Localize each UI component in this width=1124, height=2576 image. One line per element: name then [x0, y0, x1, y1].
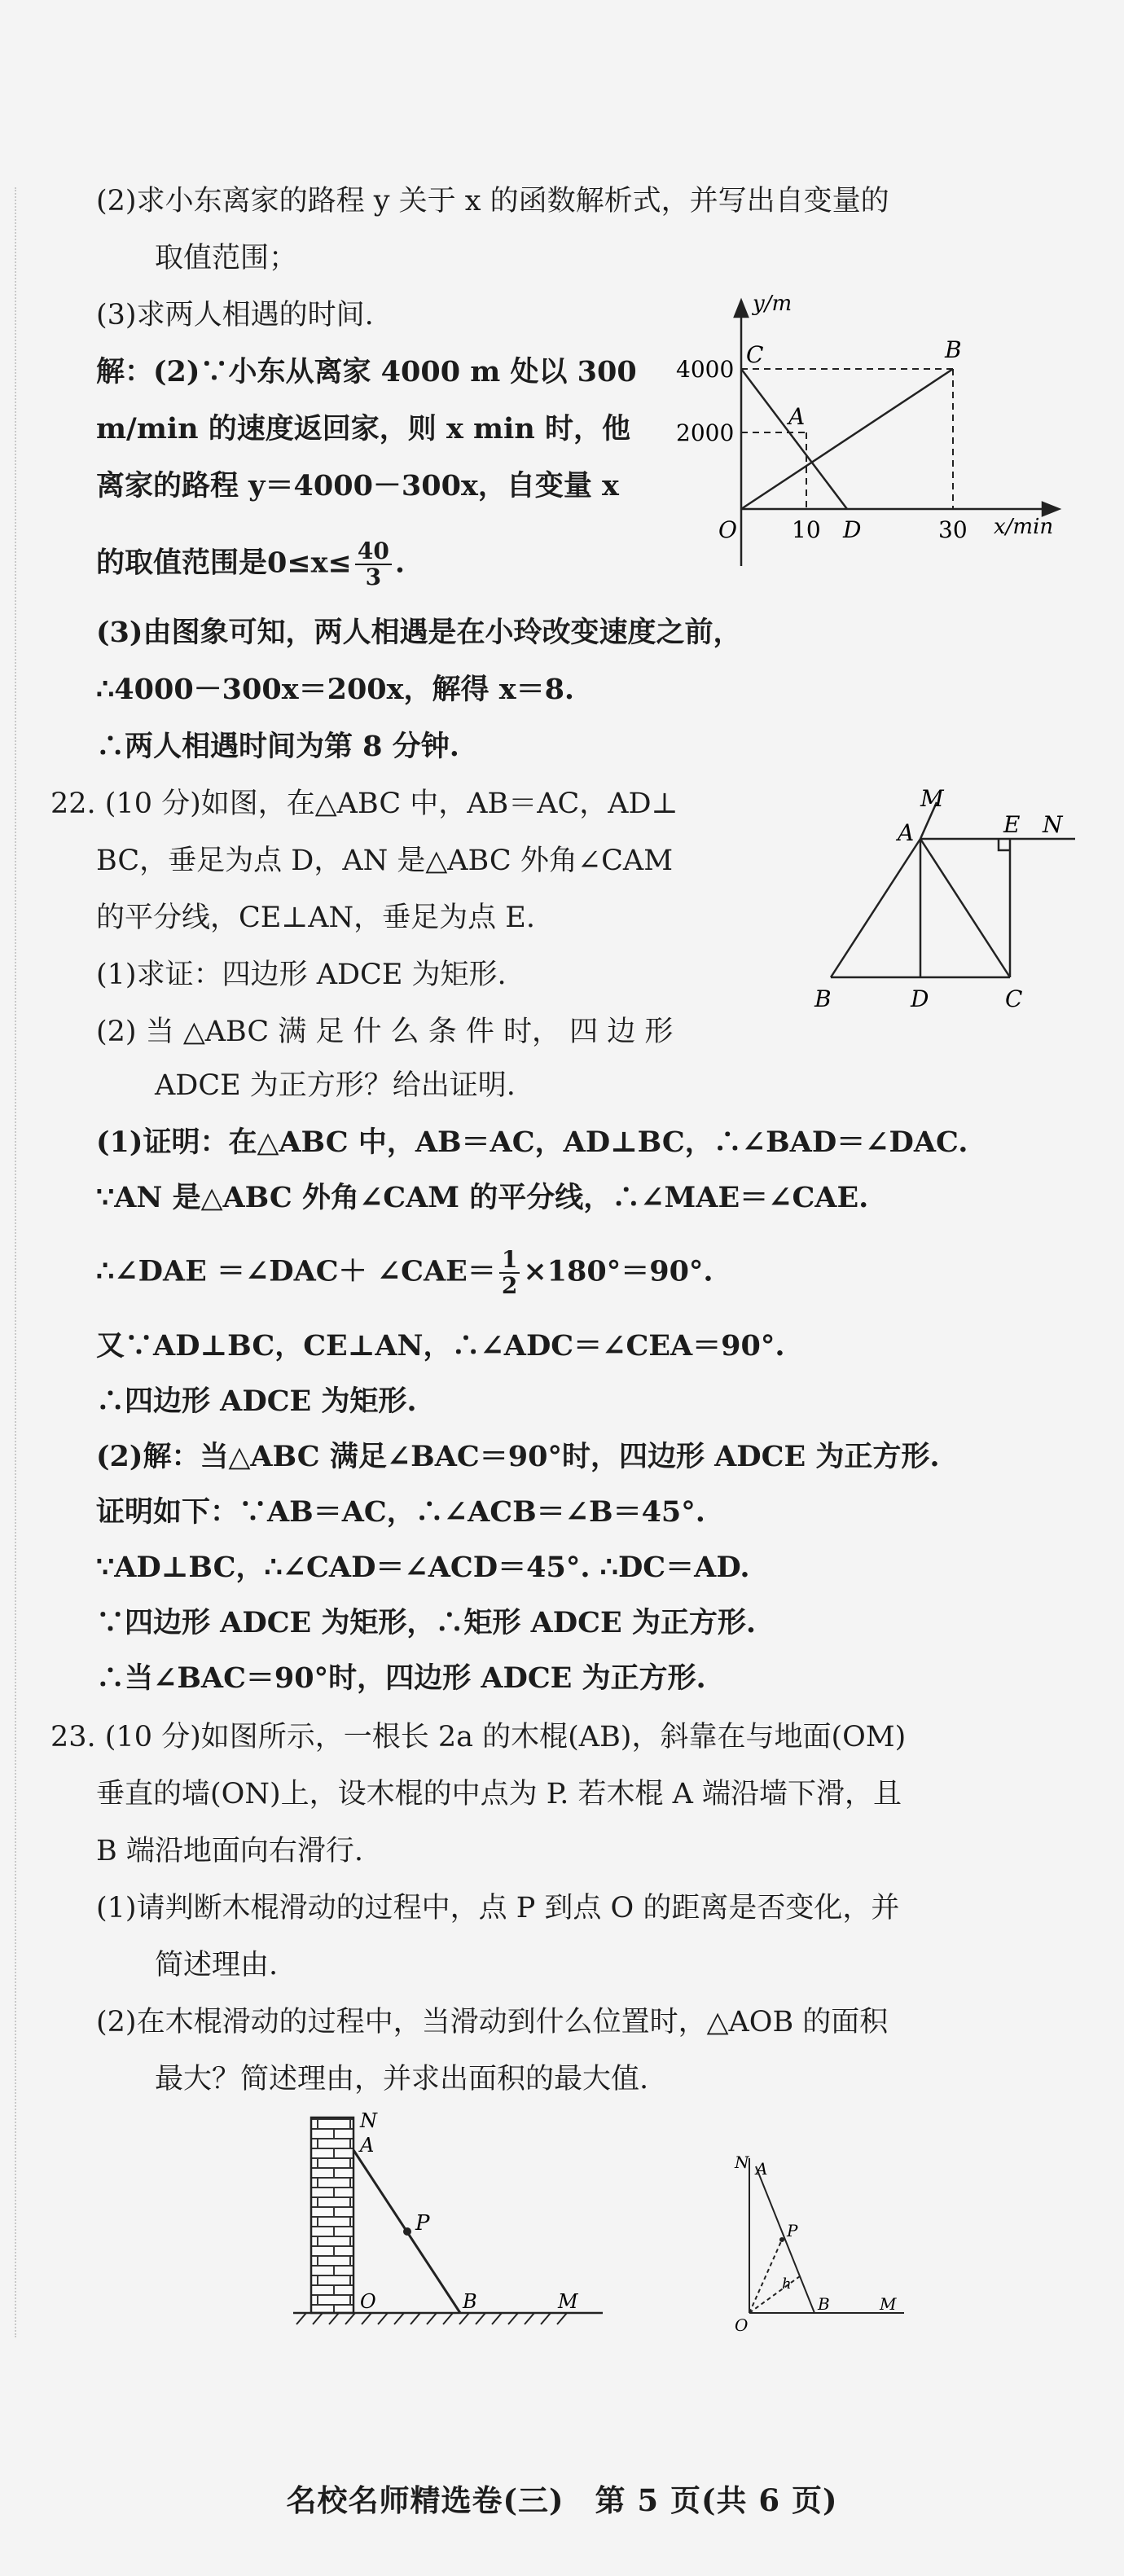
q23-line6: (2)在木棍滑动的过程中，当滑动到什么位置时，△AOB 的面积 [96, 2006, 889, 2038]
point-A-label: A [788, 403, 806, 430]
y-tick-4000: 4000 [676, 356, 735, 383]
q23-line3: B 端沿地面向右滑行. [96, 1835, 363, 1867]
svg-text:A: A [756, 2159, 768, 2179]
a22-line9: ∵四边形 ADCE 为矩形，∴矩形 ADCE 为正方形. [96, 1606, 757, 1639]
q23-line5: 简述理由. [155, 1949, 279, 1981]
x-tick-30: 30 [938, 516, 968, 543]
a22-line2: ∵AN 是△ABC 外角∠CAM 的平分线，∴∠MAE＝∠CAE. [96, 1181, 869, 1214]
a21-range-text: 的取值范围是0≤x≤ [96, 546, 352, 580]
label-D: D [911, 985, 929, 1012]
a21-line7: ∴两人相遇时间为第 8 分钟. [96, 730, 459, 763]
q22-line5: (2) 当 △ABC 满 足 什 么 条 件 时， 四 边 形 [96, 1016, 674, 1048]
svg-text:A: A [360, 2134, 375, 2157]
svg-text:M: M [880, 2294, 897, 2314]
triangle-figure [806, 782, 1100, 1026]
svg-text:B: B [818, 2294, 830, 2314]
svg-text:M: M [558, 2290, 578, 2313]
label-M: M [920, 785, 944, 812]
a22-line3: ∴∠DAE ＝∠DAC＋ ∠CAE＝ $\frac{1}{2}$ ×180°＝90°. [96, 1246, 713, 1299]
a21-line5: (3)由图象可知，两人相遇是在小玲改变速度之前， [96, 616, 742, 649]
svg-text:B: B [463, 2290, 477, 2313]
a22-line7: 证明如下：∵AB＝AC，∴∠ACB＝∠B＝45°. [96, 1495, 705, 1529]
a21-line2: m/min 的速度返回家，则 x min 时，他 [96, 412, 630, 445]
distance-time-graph [635, 289, 1075, 574]
a22-line1: (1)证明：在△ABC 中，AB＝AC，AD⊥BC，∴∠BAD＝∠DAC. [96, 1126, 968, 1159]
svg-text:h: h [782, 2275, 792, 2293]
a21-line4: 的取值范围是0≤x≤ $\frac{40}{3}$ . [96, 538, 406, 590]
label-N: N [1043, 811, 1063, 838]
a22-line10: ∴当∠BAC＝90°时，四边形 ADCE 为正方形. [96, 1661, 706, 1695]
midpoint-P [403, 2227, 411, 2236]
y-axis-label: y/m [753, 292, 793, 316]
a22-line8: ∵AD⊥BC，∴∠CAD＝∠ACD＝45°. ∴DC＝AD. [96, 1551, 750, 1584]
q23-line1: 23. (10 分)如图所示，一根长 2a 的木棍(AB)，斜靠在与地面(OM) [50, 1721, 907, 1753]
a22-line4: 又∵AD⊥BC，CE⊥AN，∴∠ADC＝∠CEA＝90°. [96, 1329, 785, 1363]
label-A: A [898, 819, 915, 846]
q23-line7: 最大？简述理由，并求出面积的最大值. [155, 2063, 649, 2095]
fraction-1-2: $\frac{1}{2}$ [499, 1248, 520, 1298]
y-tick-2000: 2000 [676, 419, 735, 446]
a21-line6: ∴4000－300x＝200x，解得 x＝8. [96, 673, 575, 706]
svg-text:N: N [360, 2109, 377, 2132]
point-O-label: O [718, 516, 737, 543]
x-tick-10: 10 [792, 516, 821, 543]
q22-line6: ADCE 为正方形？给出证明. [155, 1069, 516, 1102]
q21-part3: (3)求两人相遇的时间. [96, 299, 374, 331]
label-E: E [1003, 811, 1021, 838]
q22-line3: 的平分线，CE⊥AN，垂足为点 E. [96, 902, 535, 934]
svg-text:P: P [787, 2221, 798, 2240]
triangle-height-figure [725, 2150, 920, 2337]
q22-line4: (1)求证：四边形 ADCE 为矩形. [96, 959, 507, 991]
svg-text:O: O [735, 2315, 749, 2335]
brick-wall [311, 2117, 353, 2313]
point-B-label: B [945, 336, 962, 363]
q23-line2: 垂直的墙(ON)上，设木棍的中点为 P. 若木棍 A 端沿墙下滑，且 [96, 1778, 902, 1810]
margin-dotted-line [15, 187, 16, 2337]
a22-line5: ∴四边形 ADCE 为矩形. [96, 1385, 417, 1418]
a22-line6: (2)解：当△ABC 满足∠BAC＝90°时，四边形 ADCE 为正方形. [96, 1440, 940, 1473]
svg-text:N: N [735, 2153, 749, 2172]
svg-text:O: O [360, 2290, 376, 2313]
label-B: B [814, 985, 832, 1012]
q21-part2-line2: 取值范围； [155, 242, 298, 274]
label-C: C [1005, 985, 1023, 1012]
x-axis-label: x/min [994, 515, 1054, 539]
svg-text:P: P [415, 2211, 430, 2236]
point-D-label: D [843, 516, 862, 543]
q23-line4: (1)请判断木棍滑动的过程中，点 P 到点 O 的距离是否变化，并 [96, 1892, 900, 1924]
q22-line2: BC，垂足为点 D，AN 是△ABC 外角∠CAM [96, 845, 674, 877]
q22-line1: 22. (10 分)如图，在△ABC 中，AB＝AC，AD⊥ [50, 788, 678, 820]
ladder-wall-figure [285, 2109, 627, 2337]
point-C-label: C [746, 341, 764, 368]
fraction-40-3: $\frac{40}{3}$ [355, 539, 392, 590]
q21-part2-line1: (2)求小东离家的路程 y 关于 x 的函数解析式，并写出自变量的 [96, 185, 889, 217]
a21-line3: 离家的路程 y＝4000－300x，自变量 x [96, 469, 619, 502]
a21-line1: 解：(2)∵小东从离家 4000 m 处以 300 [96, 355, 637, 388]
page-footer: 名校名师精选卷(三) 第 5 页(共 6 页) [286, 2482, 838, 2518]
